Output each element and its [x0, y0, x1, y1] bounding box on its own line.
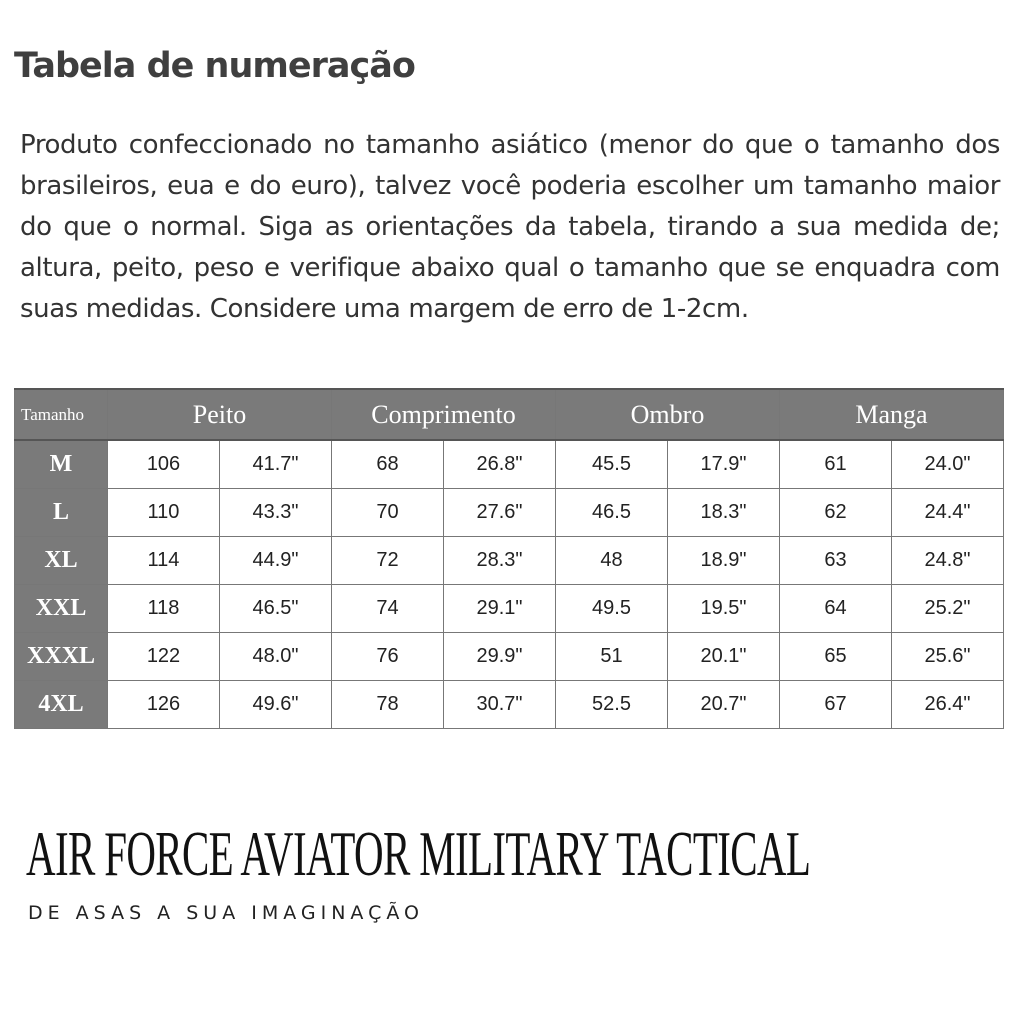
table-cell: 43.3": [220, 489, 332, 537]
table-cell: 45.5: [556, 440, 668, 489]
table-cell: 78: [332, 681, 444, 729]
table-cell: 114: [108, 537, 220, 585]
header-peito: Peito: [108, 389, 332, 440]
table-cell: 51: [556, 633, 668, 681]
table-cell: 61: [780, 440, 892, 489]
table-cell: 64: [780, 585, 892, 633]
table-cell: 65: [780, 633, 892, 681]
row-size-label: XL: [15, 537, 108, 585]
table-cell: 29.1": [444, 585, 556, 633]
table-row: [15, 489, 1004, 537]
table-cell: 30.7": [444, 681, 556, 729]
table-cell: 41.7": [220, 440, 332, 489]
table-cell: 28.3": [444, 537, 556, 585]
table-cell: 49.5: [556, 585, 668, 633]
table-cell: 20.7": [668, 681, 780, 729]
table-cell: 27.6": [444, 489, 556, 537]
header-size: Tamanho: [15, 389, 108, 440]
intro-paragraph: Produto confeccionado no tamanho asiático (menor do que o tamanho dos brasileiros, eua e do euro), talvez você poderia escolher um tamanho maior do que o normal. Siga as orientações da tabela, tirando a sua medida de; altura, peito, peso e verifique abaixo qual o tamanho que se enquadra com suas medidas. Considere uma margem de erro de 1-2cm.: [20, 130, 1000, 324]
table-cell: 25.2": [892, 585, 1004, 633]
row-size-label: XXL: [15, 585, 108, 633]
table-row: [15, 585, 1004, 633]
table-cell: 74: [332, 585, 444, 633]
table-cell: 118: [108, 585, 220, 633]
table-cell: 24.8": [892, 537, 1004, 585]
page-title: Tabela de numeração: [14, 46, 415, 86]
table-cell: 70: [332, 489, 444, 537]
table-cell: 24.4": [892, 489, 1004, 537]
table-header-row: [15, 389, 1004, 440]
table-cell: 48: [556, 537, 668, 585]
table-cell: 52.5: [556, 681, 668, 729]
row-size-label: L: [15, 489, 108, 537]
table-cell: 46.5": [220, 585, 332, 633]
table-cell: 18.9": [668, 537, 780, 585]
table-cell: 63: [780, 537, 892, 585]
table-cell: 72: [332, 537, 444, 585]
brand-title: AIR FORCE AVIATOR MILITARY TACTICAL: [26, 818, 811, 889]
table-cell: 126: [108, 681, 220, 729]
table-cell: 26.4": [892, 681, 1004, 729]
table-cell: 19.5": [668, 585, 780, 633]
table-cell: 48.0": [220, 633, 332, 681]
table-cell: 26.8": [444, 440, 556, 489]
table-cell: 68: [332, 440, 444, 489]
table-cell: 44.9": [220, 537, 332, 585]
table-cell: 20.1": [668, 633, 780, 681]
table-cell: 25.6": [892, 633, 1004, 681]
table-row: [15, 537, 1004, 585]
table-cell: 62: [780, 489, 892, 537]
table-cell: 17.9": [668, 440, 780, 489]
table-cell: 106: [108, 440, 220, 489]
table-cell: 76: [332, 633, 444, 681]
table-cell: 29.9": [444, 633, 556, 681]
header-manga: Manga: [780, 389, 1004, 440]
table-cell: 122: [108, 633, 220, 681]
table-cell: 67: [780, 681, 892, 729]
table-row: [15, 440, 1004, 489]
size-table: [14, 388, 1004, 729]
table-row: [15, 633, 1004, 681]
table-cell: 49.6": [220, 681, 332, 729]
header-ombro: Ombro: [556, 389, 780, 440]
table-cell: 110: [108, 489, 220, 537]
row-size-label: 4XL: [15, 681, 108, 729]
table-cell: 24.0": [892, 440, 1004, 489]
table-row: [15, 681, 1004, 729]
header-comprimento: Comprimento: [332, 389, 556, 440]
table-cell: 18.3": [668, 489, 780, 537]
table-cell: 46.5: [556, 489, 668, 537]
table-body: [15, 440, 1004, 729]
row-size-label: XXXL: [15, 633, 108, 681]
row-size-label: M: [15, 440, 108, 489]
brand-tagline: DE ASAS A SUA IMAGINAÇÃO: [28, 902, 424, 924]
